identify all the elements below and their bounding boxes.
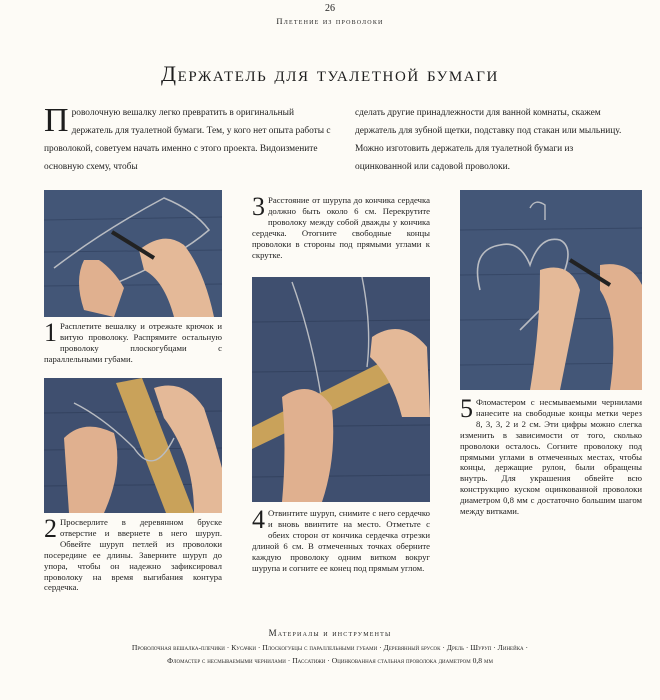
- drop-cap: П: [44, 102, 69, 139]
- intro-right-text: сделать другие принадлежности для ванной комнаты, скажем держатель для зубной щетки, подставку под стакан или мыльницу. Можно изготовить держатель для туалетной бумаги из оцинкованной или садовой проволоки.: [355, 108, 622, 172]
- page-number: 26: [325, 3, 335, 14]
- step-2-number: 2: [44, 514, 57, 543]
- intro-left-text: роволочную вешалку легко превратить в оригинальный держатель для туалетной бумаги. Тем, у кого нет опыта работы с проволокой, советуем начать именно с этого проекта. Видоизмените основную схему, чтобы: [44, 108, 331, 172]
- step-3-photo: [252, 277, 430, 502]
- materials-heading: Материалы и инструменты: [268, 628, 392, 638]
- step-5-number: 5: [460, 394, 473, 423]
- step-1-text: 1 Расплетите вешалку и отрежьте крючок и витую проволоку. Распрямите остальную проволоку плоскогубцами с параллельными губами.: [44, 318, 222, 364]
- step-4-text: 4 Отвинтите шуруп, снимите с него сердечко и вновь ввинтите на место. Отметьте с обеих сторон от кончика сердечка отрезки длиной 6 см. В отмеченных точках оберните каждую проволоку одним витком вокруг шурупа и согните ее конец под прямым углом.: [252, 505, 430, 573]
- step-1-photo: [44, 190, 222, 317]
- step-2-photo: [44, 378, 222, 513]
- step-3-text: 3 Расстояние от шурупа до кончика сердечка должно быть около 6 см. Перекрутите проволоку между собой дважды у кончика сердечка. Отогните свободные концы проволоки в стороны под прямыми углами к скрутке.: [252, 192, 430, 260]
- running-head: Плетение из проволоки: [276, 16, 384, 26]
- step-5-text: 5 Фломастером с несмываемыми чернилами нанесите на свободные концы метки через 8, 3, 3, 2 и 2 см. Эти цифры можно слегка изменить в зависимости от того, сколько проволоки осталось. Согните проволоку под прямыми углами в отмеченных местах, чтобы концы, держащие рулон, были обращены внутрь. Для украшения обвейте всю конструкцию куском оцинкованной проволоки диаметром 0,8 мм с достаточно большим шагом между витками.: [460, 394, 642, 517]
- intro-right-column: [355, 104, 627, 176]
- step-4-number: 4: [252, 505, 265, 534]
- page-title: Держатель для туалетной бумаги: [161, 61, 499, 86]
- step-1-number: 1: [44, 318, 57, 347]
- intro-left-column: [44, 104, 334, 176]
- step-2-text: 2 Просверлите в деревянном бруске отверстие и ввернете в него шуруп. Обвейте шуруп петлей из проволоки посередине ее длины. Заверните шуруп до упора, чтобы он надежно зафиксировал проволоку на время выгибания контура сердечка.: [44, 514, 222, 593]
- step-3-number: 3: [252, 192, 265, 221]
- materials-line-2: Фломастер с несмываемыми чернилами · Пассатижи · Оцинкованная стальная проволока диаметром 0,8 мм: [167, 656, 493, 665]
- materials-line-1: Проволочная вешалка-плечики · Кусачки · Плоскогубцы с параллельными губами · Деревянный брусок · Дрель · Шуруп · Линейка ·: [131, 643, 529, 652]
- step-5-photo: [460, 190, 642, 390]
